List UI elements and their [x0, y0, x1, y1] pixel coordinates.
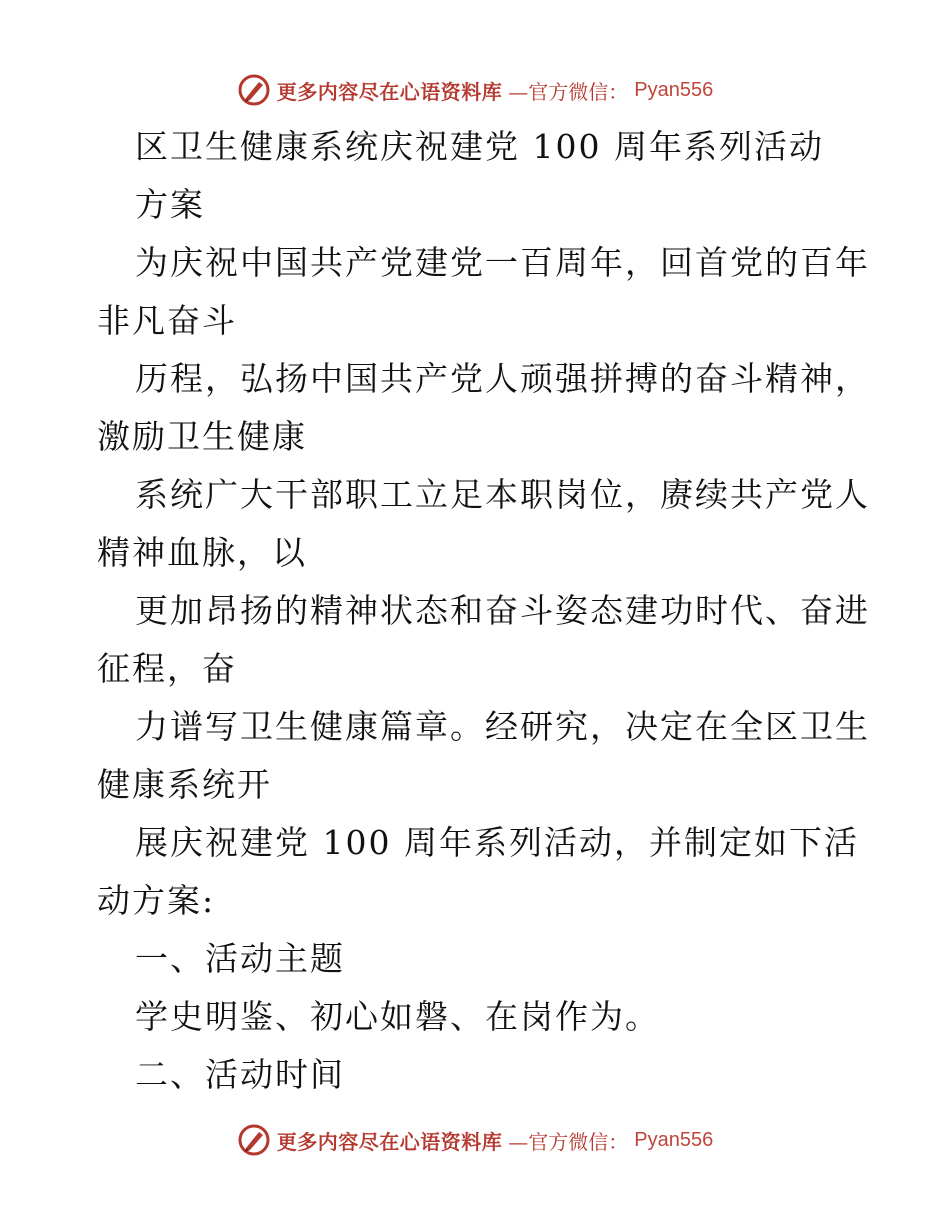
watermark-separator: —官方微信：	[508, 79, 629, 104]
document-line: 方案	[135, 185, 205, 224]
document-line: 精神血脉，以	[97, 533, 307, 572]
pen-logo-icon	[237, 73, 271, 107]
footer-watermark	[0, 1120, 950, 1160]
document-line: 激励卫生健康	[97, 417, 307, 456]
document-line: 区卫生健康系统庆祝建党 100 周年系列活动	[135, 127, 824, 166]
watermark-wechat-id: Pyan556	[634, 1128, 714, 1151]
document-line: 更加昂扬的精神状态和奋斗姿态建功时代、奋进	[135, 591, 870, 630]
document-line: 学史明鉴、初心如磐、在岗作为。	[135, 997, 660, 1036]
document-line: 一、活动主题	[135, 939, 345, 978]
document-line: 健康系统开	[97, 765, 272, 804]
watermark-wechat-id: Pyan556	[634, 78, 714, 101]
watermark-text: 更多内容尽在心语资料库	[276, 1129, 503, 1154]
document-line: 非凡奋斗	[97, 301, 237, 340]
document-line: 展庆祝建党 100 周年系列活动，并制定如下活	[135, 823, 859, 862]
document-line: 为庆祝中国共产党建党一百周年，回首党的百年	[135, 243, 870, 282]
header-watermark	[0, 70, 950, 110]
document-line: 动方案:	[97, 881, 216, 920]
document-line: 历程，弘扬中国共产党人顽强拼搏的奋斗精神，	[135, 359, 870, 398]
document-line: 系统广大干部职工立足本职岗位，赓续共产党人	[135, 475, 870, 514]
document-body	[97, 118, 870, 1104]
watermark-text: 更多内容尽在心语资料库	[276, 79, 503, 104]
pen-logo-icon	[237, 1123, 271, 1157]
document-line: 力谱写卫生健康篇章。经研究，决定在全区卫生	[135, 707, 870, 746]
document-line: 二、活动时间	[135, 1055, 345, 1094]
watermark-separator: —官方微信：	[508, 1129, 629, 1154]
document-line: 征程，奋	[97, 649, 237, 688]
